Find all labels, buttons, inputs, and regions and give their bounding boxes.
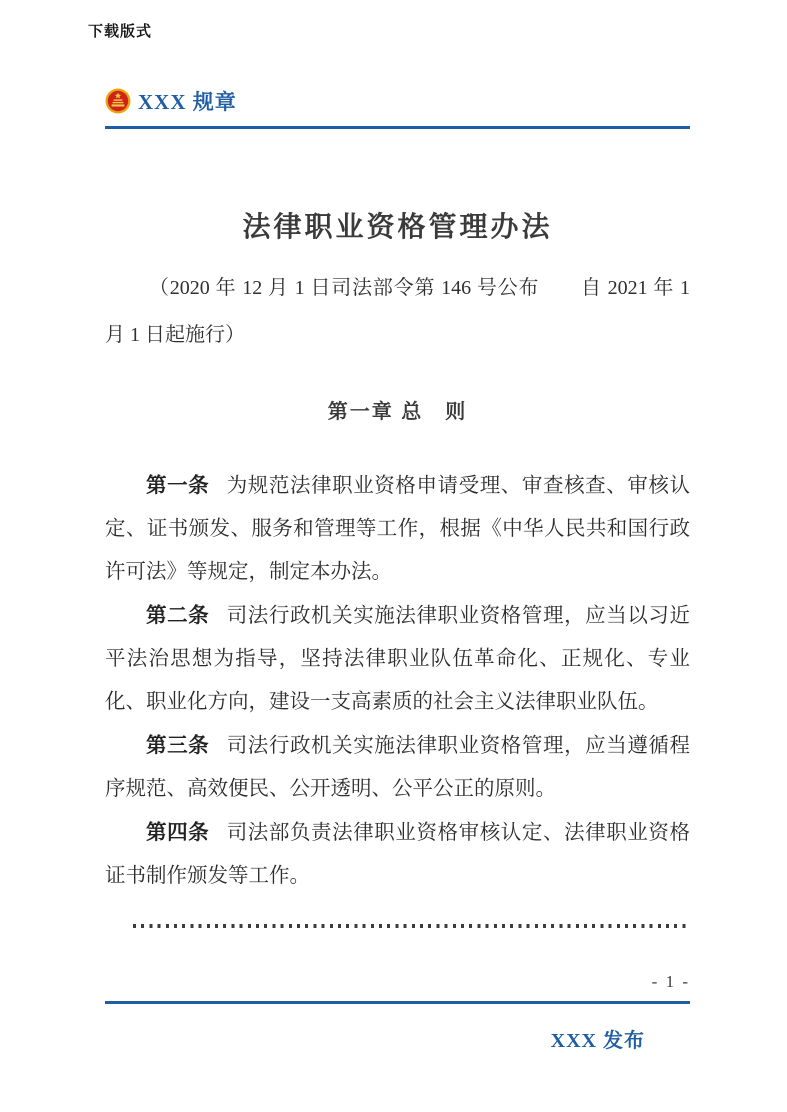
article-text: 司法行政机关实施法律职业资格管理，应当以习近平法治思想为指导，坚持法律职业队伍革命化、正规化、专业化、职业化方向，建设一支高素质的社会主义法律职业队伍。 [105,605,691,713]
publisher-label: XXX 发布 [550,1030,645,1052]
header-divider [105,126,690,129]
national-emblem-icon [105,88,131,114]
header-label: XXX 规章 [138,90,237,114]
article-paragraph [105,594,690,724]
article-text: 司法行政机关实施法律职业资格管理，应当遵循程序规范、高效便民、公开透明、公平公正的原则。 [105,735,691,800]
article-label: 第二条 [146,604,210,627]
article-paragraph [105,811,690,898]
article-paragraph [105,464,690,594]
article-body [105,464,690,898]
article-label: 第四条 [146,821,210,844]
page-number: - 1 - [651,972,690,991]
article-label: 第一条 [146,474,210,497]
article-label: 第三条 [146,734,210,757]
download-format-link[interactable]: 下载版式 [88,23,153,40]
promulgation-note: （2020 年 12 月 1 日司法部令第 146 号公布 自 2021 年 1 月 1 日起施行） [105,277,690,346]
chapter-heading: 第一章 总 则 [327,401,468,423]
document-title: 法律职业资格管理办法 [242,212,553,243]
article-paragraph [105,724,690,811]
document-header [105,85,690,117]
article-text: 为规范法律职业资格申请受理、审查核查、审核认定、证书颁发、服务和管理等工作，根据《中华人民共和国行政许可法》等规定，制定本办法。 [105,475,691,583]
dotted-divider [133,924,690,928]
page-content [105,0,690,1053]
footer-divider [105,1001,690,1004]
article-text: 司法部负责法律职业资格审核认定、法律职业资格证书制作颁发等工作。 [105,822,691,887]
